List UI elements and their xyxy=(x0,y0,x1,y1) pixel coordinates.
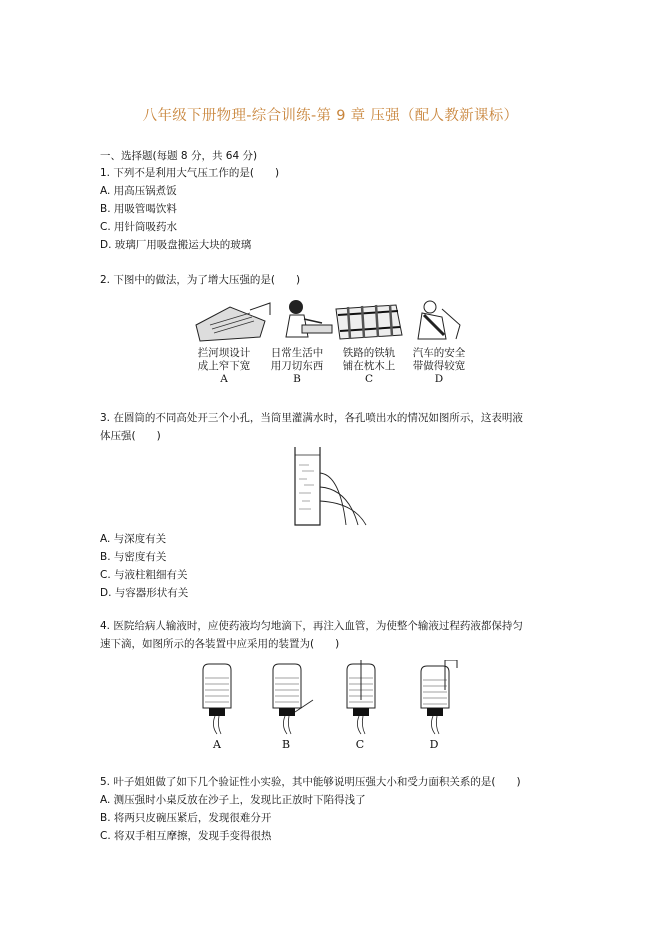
q4-label-b: B xyxy=(281,738,291,751)
page-title: 八年级下册物理-综合训练-第 9 章 压强（配人教新课标） xyxy=(142,108,519,124)
q1-option-d: D. 玻璃厂用吸盘搬运大块的玻璃 xyxy=(100,239,252,251)
q4-iv-figure xyxy=(195,660,465,740)
rail-illustration xyxy=(336,305,402,339)
q1-option-b: B. 用吸管喝饮料 xyxy=(100,203,177,215)
q3-option-a: A. 与深度有关 xyxy=(100,533,167,545)
q4-label-c: C xyxy=(355,738,365,751)
q4-label-d: D xyxy=(429,738,439,751)
q3-option-b: B. 与密度有关 xyxy=(100,551,167,563)
knife-illustration xyxy=(286,300,332,337)
q1-stem: 1. 下列不是利用大气压工作的是( ) xyxy=(100,167,280,179)
q5-stem: 5. 叶子姐姐做了如下几个验证性小实验，其中能够说明压强大小和受力面积关系的是( ) xyxy=(100,776,521,788)
q2-caption-c: 铁路的铁轨 铺在枕木上 C xyxy=(342,347,396,385)
q3-option-d: D. 与容器形状有关 xyxy=(100,587,189,599)
q3-stem-line2: 体压强( ) xyxy=(100,430,161,442)
q3-stem-line1: 3. 在圆筒的不同高处开三个小孔，当筒里灌满水时，各孔喷出水的情况如图所示，这表明液 xyxy=(100,412,523,424)
seatbelt-illustration xyxy=(418,301,460,339)
iv-bottle-a xyxy=(203,664,231,734)
q5-option-a: A. 测压强时小桌反放在沙子上，发现比正放时下陷得浅了 xyxy=(100,794,366,806)
q2-caption-a: 拦河坝设计 成上窄下宽 A xyxy=(197,347,251,385)
dam-illustration xyxy=(196,303,270,341)
q2-caption-d: 汽车的安全 带做得较宽 D xyxy=(412,347,466,385)
q2-caption-b: 日常生活中 用刀切东西 B xyxy=(270,347,324,385)
q5-option-b: B. 将两只皮碗压紧后，发现很难分开 xyxy=(100,812,272,824)
q5-option-c: C. 将双手相互摩擦，发现手变得很热 xyxy=(100,830,272,842)
q3-option-c: C. 与液柱粗细有关 xyxy=(100,569,188,581)
section-heading: 一、选择题(每题 8 分，共 64 分) xyxy=(100,150,258,162)
q2-stem: 2. 下图中的做法，为了增大压强的是( ) xyxy=(100,274,301,286)
q4-stem-line1: 4. 医院给病人输液时，应使药液均匀地滴下，再注入血管，为使整个输液过程药液都保持匀 xyxy=(100,620,523,632)
iv-bottle-c xyxy=(347,660,375,734)
q3-cylinder-figure xyxy=(290,445,370,529)
q2-figure xyxy=(190,295,480,347)
q1-option-c: C. 用针筒吸药水 xyxy=(100,221,178,233)
iv-bottle-d xyxy=(421,660,457,734)
q1-option-a: A. 用高压锅煮饭 xyxy=(100,185,177,197)
q4-label-a: A xyxy=(213,738,221,751)
iv-bottle-b xyxy=(273,664,313,734)
q4-stem-line2: 速下滴，如图所示的各装置中应采用的装置为( ) xyxy=(100,638,340,650)
